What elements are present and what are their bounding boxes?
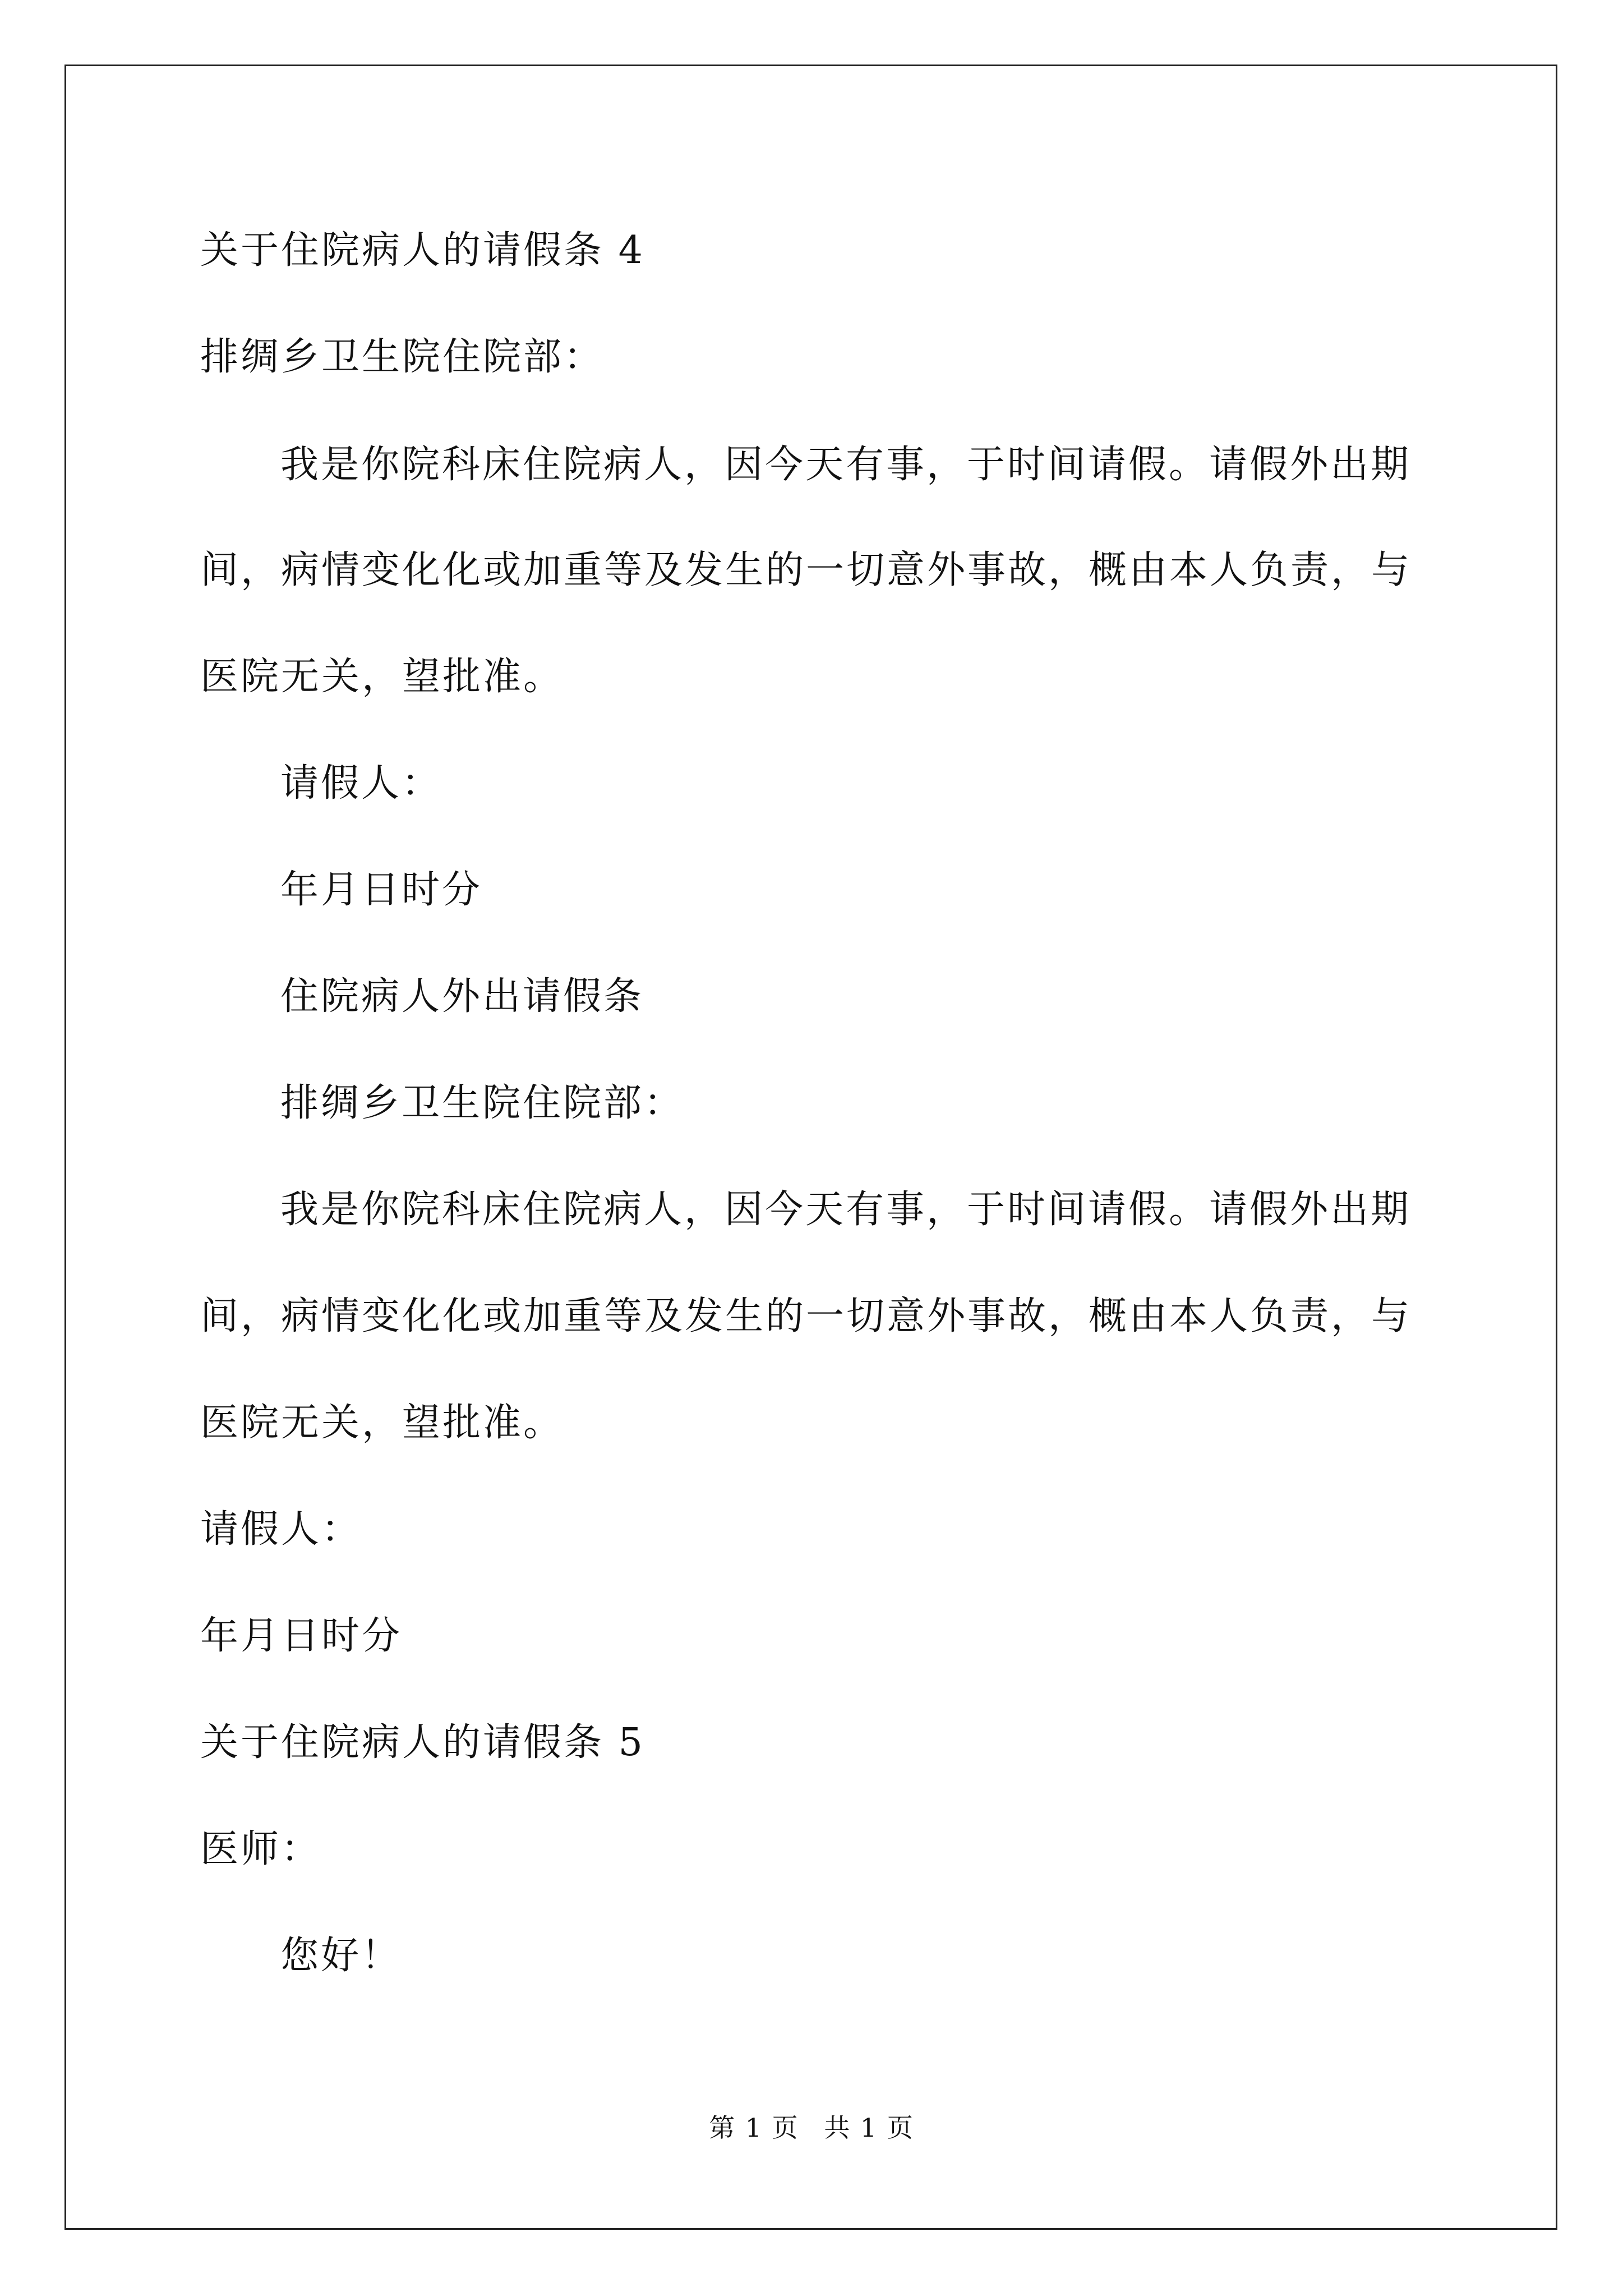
body-line: 间，病情变化化或加重等及发生的一切意外事故，概由本人负责，与 bbox=[200, 548, 1412, 592]
page-border bbox=[64, 65, 1557, 2230]
page-number: 第 1 页 bbox=[709, 2113, 799, 2143]
subtitle-line: 住院病人外出请假条 bbox=[280, 974, 644, 1019]
date-line: 年月日时分 bbox=[200, 1614, 403, 1658]
section-title-5: 关于住院病人的请假条 5 bbox=[200, 1720, 645, 1765]
body-line: 医院无关，望批准。 bbox=[200, 1401, 564, 1445]
page-total: 共 1 页 bbox=[824, 2113, 914, 2143]
page-footer bbox=[0, 2112, 1623, 2143]
date-line: 年月日时分 bbox=[280, 868, 483, 912]
body-line: 间，病情变化化或加重等及发生的一切意外事故，概由本人负责，与 bbox=[200, 1294, 1412, 1338]
addressee-line: 医师： bbox=[200, 1827, 322, 1871]
section-title-4: 关于住院病人的请假条 4 bbox=[200, 228, 645, 273]
addressee-line: 排绸乡卫生院住院部： bbox=[280, 1081, 685, 1125]
addressee-line: 排绸乡卫生院住院部： bbox=[200, 335, 605, 379]
signature-label: 请假人： bbox=[200, 1507, 362, 1552]
body-line: 我是你院科床住院病人，因今天有事，于时间请假。请假外出期 bbox=[280, 443, 1412, 487]
body-line: 医院无关，望批准。 bbox=[200, 655, 564, 699]
body-line: 我是你院科床住院病人，因今天有事，于时间请假。请假外出期 bbox=[280, 1188, 1412, 1232]
signature-label: 请假人： bbox=[280, 761, 442, 806]
greeting-line: 您好！ bbox=[280, 1934, 402, 1978]
